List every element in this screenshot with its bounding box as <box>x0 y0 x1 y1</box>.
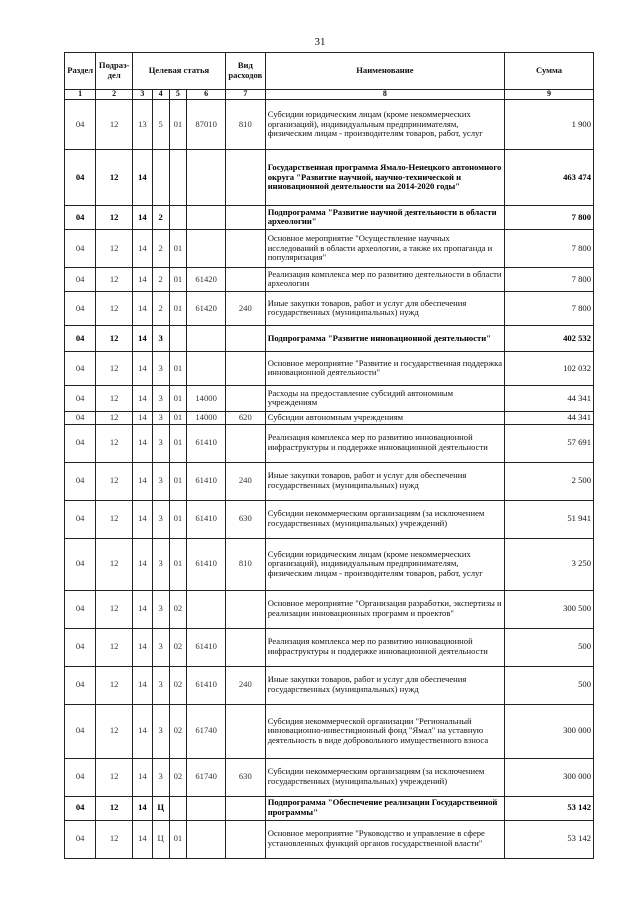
cell-summa: 1 900 <box>505 99 594 149</box>
table-row <box>65 149 594 205</box>
cell-naimenovanie: Реализация комплекса мер по развитию деятельности в области археологии <box>265 267 504 291</box>
cell-podrazdel: 12 <box>96 666 133 704</box>
cell-podrazdel: 12 <box>96 385 133 411</box>
cell-podrazdel: 12 <box>96 291 133 325</box>
cell-razdel: 04 <box>65 666 96 704</box>
cell-direction: 61420 <box>187 291 226 325</box>
cell-razdel: 04 <box>65 411 96 424</box>
cell-direction: 61410 <box>187 666 226 704</box>
cell-direction <box>187 796 226 820</box>
cell-razdel: 04 <box>65 229 96 267</box>
cell-summa: 57 691 <box>505 424 594 462</box>
cell-event: 01 <box>169 411 187 424</box>
cell-razdel: 04 <box>65 205 96 229</box>
table-row <box>65 538 594 590</box>
header-podrazdel: Подраз-дел <box>96 53 133 90</box>
cell-razdel: 04 <box>65 820 96 858</box>
cell-vid-raskhodov: 810 <box>225 538 265 590</box>
table-row <box>65 291 594 325</box>
cell-event: 01 <box>169 385 187 411</box>
table-row <box>65 267 594 291</box>
cell-subprogram: 3 <box>152 462 169 500</box>
cell-summa: 44 341 <box>505 411 594 424</box>
cell-event: 01 <box>169 538 187 590</box>
cell-program: 14 <box>132 229 152 267</box>
cell-event: 02 <box>169 758 187 796</box>
cell-summa: 402 532 <box>505 325 594 351</box>
cell-vid-raskhodov <box>225 628 265 666</box>
cell-subprogram: 2 <box>152 267 169 291</box>
cell-program: 14 <box>132 351 152 385</box>
cell-subprogram: 3 <box>152 666 169 704</box>
cell-podrazdel: 12 <box>96 149 133 205</box>
cell-subprogram: 2 <box>152 205 169 229</box>
cell-subprogram: 3 <box>152 538 169 590</box>
cell-direction: 61420 <box>187 267 226 291</box>
cell-podrazdel: 12 <box>96 820 133 858</box>
cell-program: 14 <box>132 538 152 590</box>
cell-razdel: 04 <box>65 462 96 500</box>
cell-direction: 61740 <box>187 704 226 758</box>
cell-summa: 300 000 <box>505 704 594 758</box>
cell-podrazdel: 12 <box>96 590 133 628</box>
table-row <box>65 205 594 229</box>
cell-naimenovanie: Реализация комплекса мер по развитию инновационной инфраструктуры и поддержке инновационной деятельности <box>265 424 504 462</box>
cell-program: 14 <box>132 149 152 205</box>
cell-razdel: 04 <box>65 758 96 796</box>
cell-naimenovanie: Подпрограмма "Развитие инновационной деятельности" <box>265 325 504 351</box>
cell-event: 02 <box>169 590 187 628</box>
cell-program: 14 <box>132 291 152 325</box>
cell-podrazdel: 12 <box>96 704 133 758</box>
cell-summa: 300 000 <box>505 758 594 796</box>
column-number: 5 <box>169 90 187 100</box>
column-number: 1 <box>65 90 96 100</box>
cell-razdel: 04 <box>65 291 96 325</box>
cell-podrazdel: 12 <box>96 628 133 666</box>
cell-program: 14 <box>132 666 152 704</box>
cell-direction: 61410 <box>187 628 226 666</box>
cell-summa: 3 250 <box>505 538 594 590</box>
cell-subprogram: 3 <box>152 628 169 666</box>
cell-naimenovanie: Субсидии некоммерческим организациям (за исключением государственных (муниципальных) учреждений) <box>265 500 504 538</box>
cell-direction <box>187 205 226 229</box>
cell-vid-raskhodov <box>225 590 265 628</box>
cell-program: 14 <box>132 590 152 628</box>
header-razdel: Раздел <box>65 53 96 90</box>
cell-program: 14 <box>132 424 152 462</box>
cell-event: 01 <box>169 99 187 149</box>
cell-naimenovanie: Субсидии автономным учреждениям <box>265 411 504 424</box>
cell-program: 14 <box>132 325 152 351</box>
cell-subprogram: 3 <box>152 590 169 628</box>
cell-vid-raskhodov <box>225 424 265 462</box>
cell-naimenovanie: Основное мероприятие "Развитие и государственная поддержка инновационной деятельности" <box>265 351 504 385</box>
header-tselevaya-statya: Целевая статья <box>132 53 225 90</box>
cell-summa: 44 341 <box>505 385 594 411</box>
cell-subprogram: Ц <box>152 820 169 858</box>
cell-program: 14 <box>132 820 152 858</box>
cell-direction <box>187 229 226 267</box>
cell-event: 01 <box>169 229 187 267</box>
cell-podrazdel: 12 <box>96 424 133 462</box>
cell-vid-raskhodov: 620 <box>225 411 265 424</box>
cell-summa: 7 800 <box>505 229 594 267</box>
cell-subprogram: 2 <box>152 229 169 267</box>
cell-podrazdel: 12 <box>96 411 133 424</box>
cell-subprogram: 3 <box>152 325 169 351</box>
cell-razdel: 04 <box>65 149 96 205</box>
cell-subprogram: 3 <box>152 758 169 796</box>
cell-naimenovanie: Реализация комплекса мер по развитию инновационной инфраструктуры и поддержке инновационной деятельности <box>265 628 504 666</box>
table-body <box>65 99 594 858</box>
cell-naimenovanie: Субсидия некоммерческой организации "Региональный инновационно-инвестиционный фонд "Ямал" на уставную деятельность в виде добровольного имущественного взноса <box>265 704 504 758</box>
cell-vid-raskhodov <box>225 205 265 229</box>
table-row <box>65 462 594 500</box>
cell-event: 01 <box>169 291 187 325</box>
cell-summa: 53 142 <box>505 820 594 858</box>
cell-naimenovanie: Расходы на предоставление субсидий автономным учреждениям <box>265 385 504 411</box>
table-row <box>65 424 594 462</box>
header-vid-raskhodov: Вид расходов <box>225 53 265 90</box>
cell-podrazdel: 12 <box>96 351 133 385</box>
cell-naimenovanie: Основное мероприятие "Осуществление научных исследований в области археологии, а также их пропаганда и популяризация" <box>265 229 504 267</box>
cell-event: 01 <box>169 500 187 538</box>
column-number-row <box>65 90 594 100</box>
column-number: 4 <box>152 90 169 100</box>
cell-direction <box>187 325 226 351</box>
cell-direction: 61740 <box>187 758 226 796</box>
cell-summa: 51 941 <box>505 500 594 538</box>
cell-subprogram: 3 <box>152 385 169 411</box>
cell-summa: 7 800 <box>505 267 594 291</box>
table-row <box>65 590 594 628</box>
cell-event: 02 <box>169 704 187 758</box>
table-header <box>65 53 594 100</box>
cell-podrazdel: 12 <box>96 205 133 229</box>
cell-subprogram: 3 <box>152 411 169 424</box>
cell-program: 13 <box>132 99 152 149</box>
cell-direction: 61410 <box>187 538 226 590</box>
cell-subprogram <box>152 149 169 205</box>
cell-direction: 14000 <box>187 411 226 424</box>
cell-vid-raskhodov: 240 <box>225 291 265 325</box>
cell-razdel: 04 <box>65 325 96 351</box>
column-number: 3 <box>132 90 152 100</box>
table-row <box>65 99 594 149</box>
table-row <box>65 351 594 385</box>
cell-razdel: 04 <box>65 267 96 291</box>
cell-vid-raskhodov <box>225 385 265 411</box>
cell-vid-raskhodov: 630 <box>225 500 265 538</box>
cell-naimenovanie: Иные закупки товаров, работ и услуг для обеспечения государственных (муниципальных) нужд <box>265 291 504 325</box>
cell-naimenovanie: Субсидии некоммерческим организациям (за исключением государственных (муниципальных) учреждений) <box>265 758 504 796</box>
cell-razdel: 04 <box>65 590 96 628</box>
cell-summa: 7 800 <box>505 205 594 229</box>
cell-summa: 500 <box>505 666 594 704</box>
column-number: 7 <box>225 90 265 100</box>
cell-podrazdel: 12 <box>96 462 133 500</box>
cell-naimenovanie: Основное мероприятие "Организация разработки, экспертизы и реализации инновационных программ и проектов" <box>265 590 504 628</box>
cell-direction <box>187 820 226 858</box>
cell-vid-raskhodov <box>225 351 265 385</box>
cell-direction: 61410 <box>187 424 226 462</box>
cell-subprogram: 5 <box>152 99 169 149</box>
cell-vid-raskhodov <box>225 796 265 820</box>
cell-event: 01 <box>169 267 187 291</box>
table-row <box>65 628 594 666</box>
cell-naimenovanie: Подпрограмма "Развитие научной деятельности в области археологии" <box>265 205 504 229</box>
cell-vid-raskhodov <box>225 704 265 758</box>
cell-subprogram: 3 <box>152 704 169 758</box>
cell-direction: 14000 <box>187 385 226 411</box>
cell-subprogram: 3 <box>152 500 169 538</box>
cell-podrazdel: 12 <box>96 796 133 820</box>
cell-naimenovanie: Основное мероприятие "Руководство и управление в сфере установленных функций органов государственной власти" <box>265 820 504 858</box>
cell-program: 14 <box>132 500 152 538</box>
page-number: 31 <box>314 36 326 48</box>
cell-event: 01 <box>169 462 187 500</box>
cell-razdel: 04 <box>65 385 96 411</box>
cell-naimenovanie: Субсидии юридическим лицам (кроме некоммерческих организаций), индивидуальным предпринимателям, физическим лицам - производителям товаров, работ, услуг <box>265 538 504 590</box>
cell-direction <box>187 351 226 385</box>
cell-razdel: 04 <box>65 351 96 385</box>
cell-subprogram: 3 <box>152 351 169 385</box>
column-number: 9 <box>505 90 594 100</box>
cell-program: 14 <box>132 628 152 666</box>
cell-direction: 61410 <box>187 500 226 538</box>
cell-vid-raskhodov <box>225 820 265 858</box>
cell-vid-raskhodov <box>225 149 265 205</box>
table-row <box>65 229 594 267</box>
cell-razdel: 04 <box>65 500 96 538</box>
cell-podrazdel: 12 <box>96 500 133 538</box>
cell-razdel: 04 <box>65 99 96 149</box>
header-naimenovanie: Наименование <box>265 53 504 90</box>
table-row <box>65 666 594 704</box>
cell-event <box>169 325 187 351</box>
cell-naimenovanie: Субсидии юридическим лицам (кроме некоммерческих организаций), индивидуальным предпринимателям, физическим лицам - производителям товаров, работ, услуг <box>265 99 504 149</box>
cell-direction <box>187 590 226 628</box>
column-number: 2 <box>96 90 133 100</box>
cell-razdel: 04 <box>65 704 96 758</box>
cell-naimenovanie: Иные закупки товаров, работ и услуг для обеспечения государственных (муниципальных) нужд <box>265 666 504 704</box>
cell-podrazdel: 12 <box>96 758 133 796</box>
cell-summa: 300 500 <box>505 590 594 628</box>
cell-direction: 61410 <box>187 462 226 500</box>
cell-podrazdel: 12 <box>96 325 133 351</box>
table-row <box>65 704 594 758</box>
cell-event: 01 <box>169 820 187 858</box>
cell-subprogram: 2 <box>152 291 169 325</box>
table-row <box>65 325 594 351</box>
table-row <box>65 385 594 411</box>
table-row <box>65 796 594 820</box>
cell-vid-raskhodov <box>225 267 265 291</box>
budget-table <box>64 52 594 859</box>
cell-direction <box>187 149 226 205</box>
cell-summa: 7 800 <box>505 291 594 325</box>
cell-program: 14 <box>132 758 152 796</box>
column-number: 6 <box>187 90 226 100</box>
cell-podrazdel: 12 <box>96 229 133 267</box>
cell-event <box>169 205 187 229</box>
cell-event: 01 <box>169 351 187 385</box>
cell-subprogram: Ц <box>152 796 169 820</box>
cell-summa: 500 <box>505 628 594 666</box>
cell-summa: 102 032 <box>505 351 594 385</box>
cell-program: 14 <box>132 411 152 424</box>
cell-razdel: 04 <box>65 796 96 820</box>
cell-event <box>169 149 187 205</box>
cell-program: 14 <box>132 462 152 500</box>
cell-program: 14 <box>132 205 152 229</box>
cell-event: 02 <box>169 666 187 704</box>
cell-program: 14 <box>132 796 152 820</box>
cell-direction: 87010 <box>187 99 226 149</box>
cell-vid-raskhodov <box>225 229 265 267</box>
table-row <box>65 820 594 858</box>
cell-razdel: 04 <box>65 538 96 590</box>
header-summa: Сумма <box>505 53 594 90</box>
cell-event <box>169 796 187 820</box>
cell-summa: 53 142 <box>505 796 594 820</box>
table-row <box>65 411 594 424</box>
cell-event: 01 <box>169 424 187 462</box>
cell-program: 14 <box>132 267 152 291</box>
table-row <box>65 758 594 796</box>
table-row <box>65 500 594 538</box>
cell-summa: 2 500 <box>505 462 594 500</box>
cell-summa: 463 474 <box>505 149 594 205</box>
cell-naimenovanie: Подпрограмма "Обеспечение реализации Государственной программы" <box>265 796 504 820</box>
cell-subprogram: 3 <box>152 424 169 462</box>
column-number: 8 <box>265 90 504 100</box>
cell-vid-raskhodov <box>225 325 265 351</box>
cell-vid-raskhodov: 240 <box>225 462 265 500</box>
cell-podrazdel: 12 <box>96 267 133 291</box>
cell-vid-raskhodov: 240 <box>225 666 265 704</box>
cell-vid-raskhodov: 630 <box>225 758 265 796</box>
cell-naimenovanie: Государственная программа Ямало-Ненецкого автономного округа "Развитие научной, научно-технической и инновационной деятельности на 2014-2020 годы" <box>265 149 504 205</box>
cell-podrazdel: 12 <box>96 99 133 149</box>
cell-program: 14 <box>132 704 152 758</box>
cell-podrazdel: 12 <box>96 538 133 590</box>
cell-naimenovanie: Иные закупки товаров, работ и услуг для обеспечения государственных (муниципальных) нужд <box>265 462 504 500</box>
cell-razdel: 04 <box>65 424 96 462</box>
cell-event: 02 <box>169 628 187 666</box>
cell-vid-raskhodov: 810 <box>225 99 265 149</box>
cell-razdel: 04 <box>65 628 96 666</box>
cell-program: 14 <box>132 385 152 411</box>
